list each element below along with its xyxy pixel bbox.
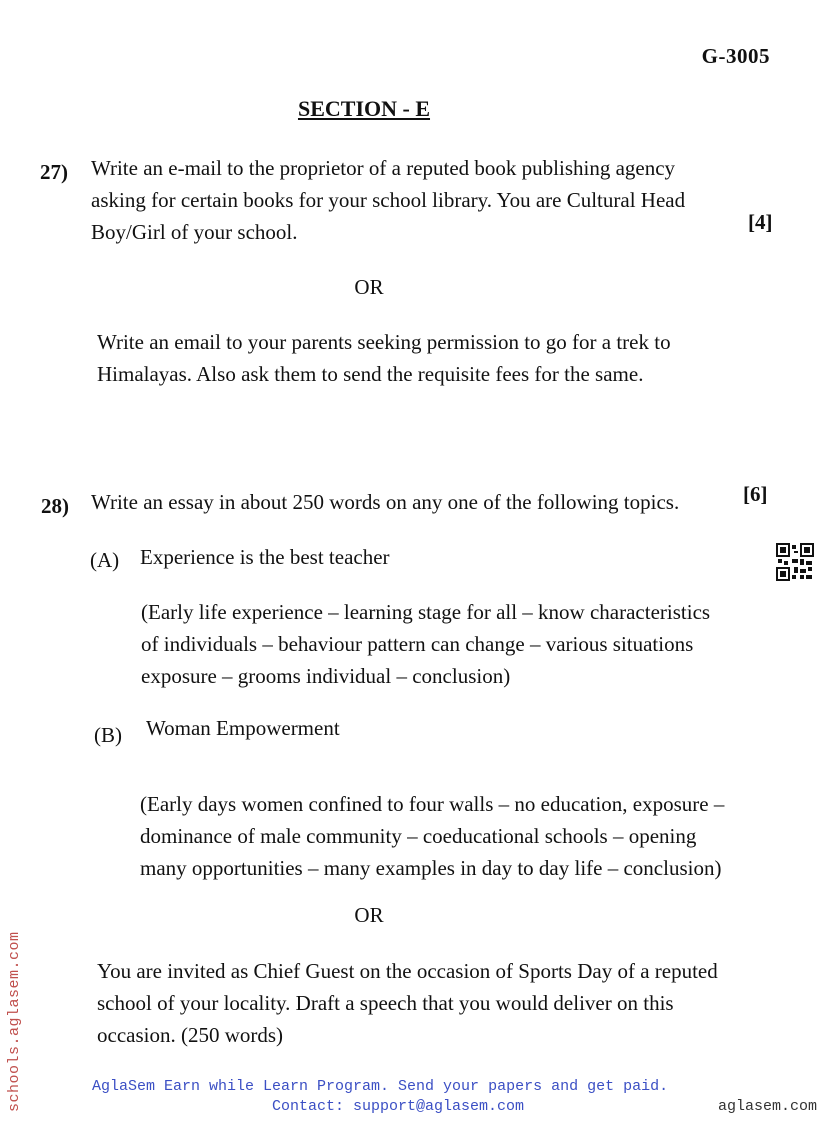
- question-27-or: OR: [354, 275, 384, 299]
- question-27-marks: [4]: [748, 210, 773, 234]
- option-b-points: (Early days women confined to four walls – no education, exposure – dominance of male community – coeducational schools – opening many opportunities – many examples in day to day life – conclusion): [140, 792, 725, 880]
- question-28-number: 28): [41, 494, 69, 518]
- question-28-text: Write an essay in about 250 words on any one of the following topics.: [91, 490, 680, 514]
- question-28-marks: [6]: [743, 482, 768, 506]
- option-a-letter: (A): [90, 548, 120, 572]
- question-27-number: 27): [40, 160, 68, 184]
- side-watermark: schools.aglasem.com: [6, 931, 23, 1112]
- question-28-or: OR: [354, 903, 384, 927]
- question-27-alternative: Write an email to your parents seeking permission to go for a trek to Himalayas. Also ask them to send the requisite fees for the same.: [97, 330, 671, 386]
- question-28-alternative: You are invited as Chief Guest on the occasion of Sports Day of a reputed school of your locality. Draft a speech that you would deliver on this occasion. (250 words): [97, 959, 718, 1047]
- option-a-title: Experience is the best teacher: [140, 545, 390, 569]
- option-a-points: (Early life experience – learning stage for all – know characteristics of individuals – behaviour pattern can change – various situations exposure – grooms individual – conclusion): [141, 600, 711, 688]
- footer-program-text: AglaSem Earn while Learn Program. Send your papers and get paid.: [92, 1078, 669, 1095]
- footer-contact-link[interactable]: Contact: support@aglasem.com: [272, 1098, 525, 1115]
- section-title: SECTION - E: [297, 96, 431, 121]
- option-b-title: Woman Empowerment: [146, 716, 340, 740]
- option-b-letter: (B): [94, 723, 122, 747]
- footer-site-link[interactable]: aglasem.com: [717, 1098, 817, 1115]
- paper-code: G-3005: [701, 44, 770, 68]
- qr-code-icon: [776, 543, 814, 581]
- question-27-text: Write an e-mail to the proprietor of a reputed book publishing agency asking for certain books for your school library. You are Cultural Head Boy/Girl of your school.: [91, 156, 686, 244]
